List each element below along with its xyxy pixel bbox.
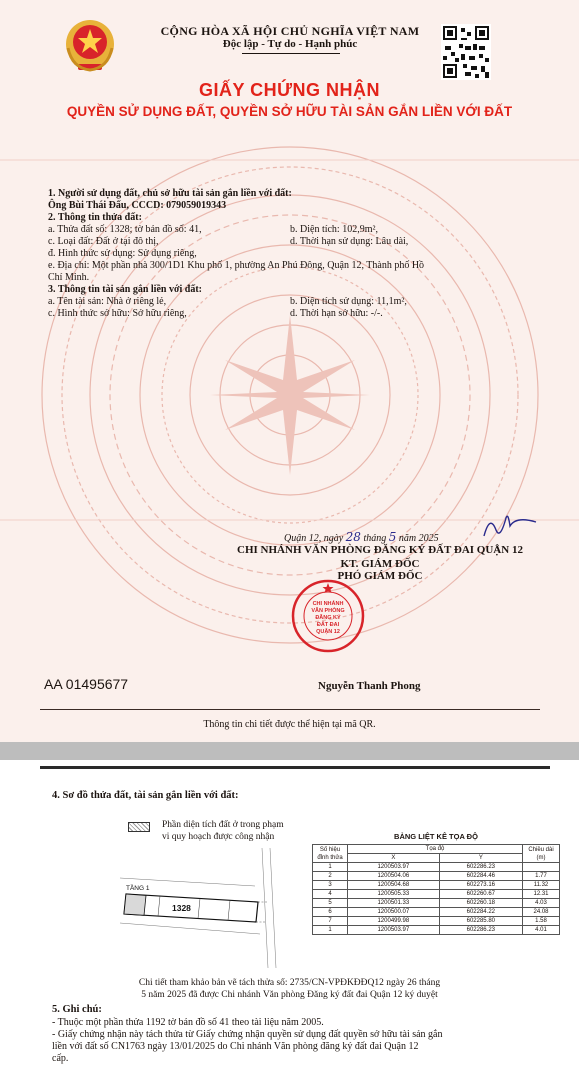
svg-text:ĐĂNG KÝ: ĐĂNG KÝ (315, 615, 341, 621)
parcel-number: a. Thửa đất số: 1328; tờ bản đồ số: 41, (48, 224, 202, 235)
national-motto: Độc lập - Tự do - Hạnh phúc (222, 38, 358, 50)
section1-heading: 1. Người sử dụng đất, chủ sở hữu tài sản gắn liền với đất: (48, 188, 292, 199)
table-row: 2 1200504.06 602284.46 1.77 (313, 872, 560, 881)
page-gap (0, 742, 579, 760)
note-item-3: liền với đất số CN1763 ngày 13/01/2025 do Chi nhánh Văn phòng đăng ký đất đai Quận 12 (52, 1041, 419, 1052)
svg-text:QUẬN 12: QUẬN 12 (316, 629, 340, 635)
coordinate-table-title: BẢNG LIỆT KÊ TỌA ĐỘ (394, 832, 478, 841)
section5-heading: 5. Ghi chú: (52, 1004, 102, 1015)
col-y: Y (439, 854, 522, 863)
table-row: 3 1200504.68 602273.16 11.32 (313, 881, 560, 890)
table-row: 4 1200505.33 602260.67 12.31 (313, 890, 560, 899)
signature-mark-icon (480, 510, 540, 540)
signer-position2: PHÓ GIÁM ĐỐC (337, 570, 423, 582)
section2-heading: 2. Thông tin thửa đất: (48, 212, 142, 223)
page-top-band (40, 766, 550, 769)
asset-ownership-term: d. Thời hạn sở hữu: -/-. (290, 308, 383, 319)
svg-text:ĐẤT ĐAI: ĐẤT ĐAI (316, 622, 340, 628)
parcel-diagram (120, 848, 305, 968)
signer-name: Nguyễn Thanh Phong (318, 680, 421, 692)
footer-divider (40, 709, 540, 710)
section3-heading: 3. Thông tin tài sản gắn liền với đất: (48, 284, 202, 295)
legend-hatch-swatch (128, 822, 150, 832)
certificate-subtitle: QUYỀN SỬ DỤNG ĐẤT, QUYỀN SỞ HỮU TÀI SẢN GẮN LIỀN VỚI ĐẤT (66, 104, 513, 119)
national-title: CỘNG HÒA XÃ HỘI CHỦ NGHĨA VIỆT NAM (160, 24, 420, 38)
signing-month: 5 (388, 530, 397, 544)
parcel-area: b. Diện tích: 102,9m², (290, 224, 378, 235)
official-seal-icon (290, 578, 366, 654)
qr-note: Thông tin chi tiết được thể hiện tại mã QR. (203, 719, 376, 730)
land-type: c. Loại đất: Đất ở tại đô thị, (48, 236, 159, 247)
diagram-note-line2: 5 năm 2025 đã được Chi nhánh Văn phòng Đăng ký đất đai Quận 12 ký duyệt (141, 990, 438, 1000)
col-edge: Chiều dài (m) (523, 845, 560, 863)
owner-line: Ông Bùi Thái Đấu, CCCD: 079059019343 (48, 200, 227, 211)
address-line2: Chí Minh. (48, 272, 90, 283)
table-row: 1 1200503.97 602286.23 (313, 863, 560, 872)
issuing-office: CHI NHÁNH VĂN PHÒNG ĐĂNG KÝ ĐẤT ĐAI QUẬN 12 (237, 544, 523, 556)
table-row: 5 1200501.33 602260.18 4.03 (313, 899, 560, 908)
col-point: Số hiệu đỉnh thửa (313, 845, 348, 863)
table-row: 1 1200503.97 602286.23 4.01 (313, 926, 560, 935)
asset-name: a. Tên tài sản: Nhà ở riêng lẻ, (48, 296, 167, 307)
note-item-1: - Thuộc một phần thửa 1192 tờ bản đồ số 41 theo tài liệu năm 2005. (52, 1017, 324, 1028)
signing-day: 28 (345, 530, 361, 544)
note-item-2: - Giấy chứng nhận này tách thửa từ Giấy chứng nhận quyền sử dụng đất quyền sở hữu tài sản gắn (52, 1029, 443, 1040)
legend-line1: Phần diện tích đất ở trong phạm (162, 820, 284, 830)
address-line1: e. Địa chỉ: Một phần nhà 300/1D1 Khu phố 1, phường An Phú Đông, Quận 12, Thành phố Hồ (48, 260, 425, 271)
col-coord: Tọa độ (348, 845, 523, 854)
certificate-page-2 (0, 760, 579, 1080)
table-row: 7 1200499.98 602285.80 1.58 (313, 917, 560, 926)
svg-text:VĂN PHÒNG: VĂN PHÒNG (311, 608, 345, 614)
qr-code-icon[interactable] (441, 24, 491, 80)
legend-line2: vi quy hoạch được công nhận (162, 832, 275, 842)
land-term: d. Thời hạn sử dụng: Lâu dài, (290, 236, 409, 247)
asset-ownership: c. Hình thức sở hữu: Sở hữu riêng, (48, 308, 187, 319)
national-emblem-icon (62, 18, 118, 76)
signer-position1: KT. GIÁM ĐỐC (340, 558, 420, 570)
asset-floor-area: b. Diện tích sử dụng: 11,1m², (290, 296, 407, 307)
col-x: X (348, 854, 440, 863)
table-row: 6 1200500.07 602284.22 24.08 (313, 908, 560, 917)
coordinate-table (312, 832, 560, 935)
use-form: đ. Hình thức sử dụng: Sử dụng riêng, (48, 248, 197, 259)
svg-text:CHI NHÁNH: CHI NHÁNH (312, 601, 344, 607)
section4-heading: 4. Sơ đồ thửa đất, tài sản gắn liền với đất: (52, 790, 239, 801)
certificate-title: GIẤY CHỨNG NHẬN (198, 80, 381, 100)
floor-label: TẦNG 1 (126, 885, 150, 892)
note-item-4: cấp. (52, 1053, 69, 1064)
diagram-note-line1: Chi tiết tham khảo bản vẽ tách thửa số: 2735/CN-VPĐKĐĐQ12 ngày 26 tháng (138, 978, 441, 988)
signing-date: Quận 12, ngày 28 tháng 5 năm 2025 (284, 530, 439, 544)
certificate-serial: AA 01495677 (44, 676, 129, 692)
parcel-label: 1328 (172, 903, 191, 913)
motto-underline (242, 53, 340, 54)
